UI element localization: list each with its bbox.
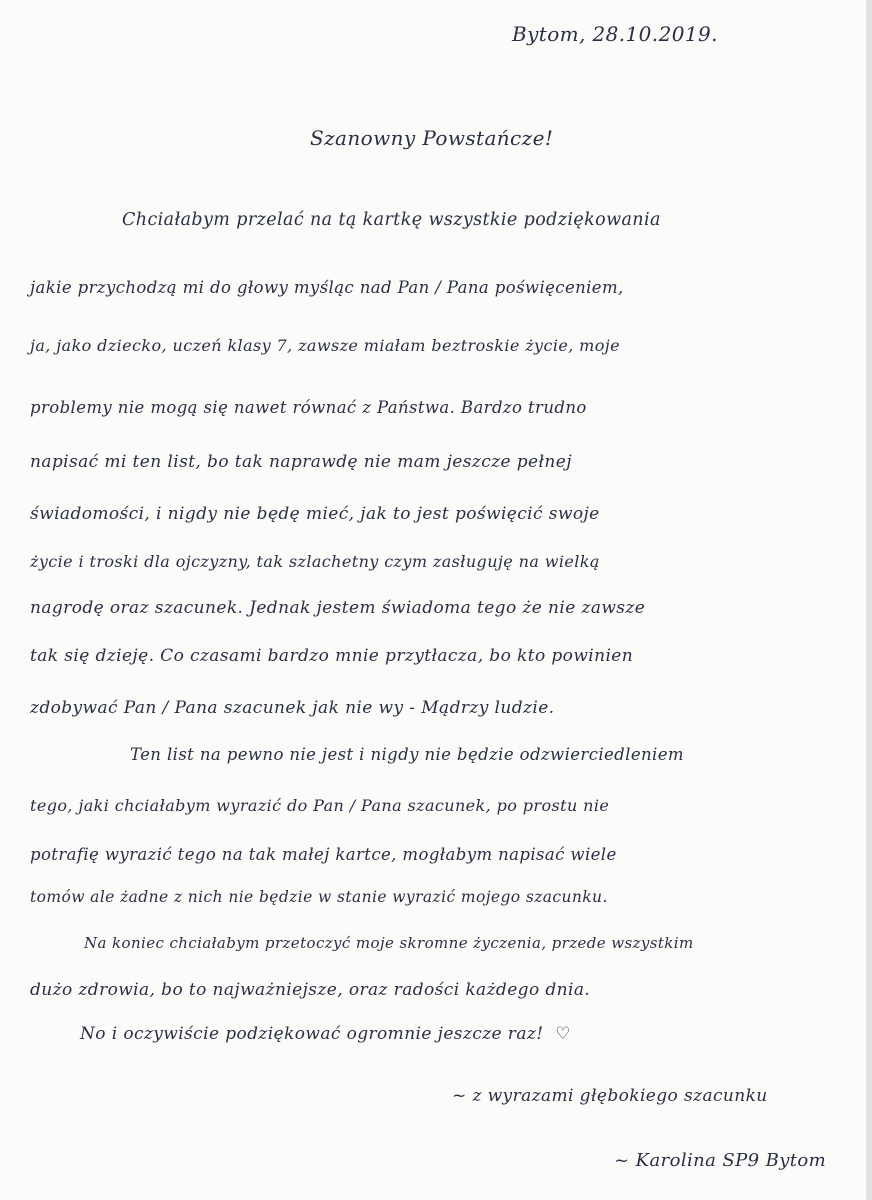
body-line: No i oczywiście podziękować ogromnie jeszcze raz! (80, 1024, 544, 1044)
letter-signature: ~ Karolina SP9 Bytom (614, 1150, 827, 1171)
body-line: napisać mi ten list, bo tak naprawdę nie mam jeszcze pełnej (30, 452, 572, 472)
body-line: Chciałabym przelać na tą kartkę wszystkie podziękowania (122, 210, 661, 230)
body-line: świadomości, i nigdy nie będę mieć, jak to jest poświęcić swoje (30, 504, 600, 524)
body-line: nagrodę oraz szacunek. Jednak jestem świadoma tego że nie zawsze (30, 598, 646, 618)
letter-date: Bytom, 28.10.2019. (512, 22, 718, 46)
body-line: tak się dzieję. Co czasami bardzo mnie przytłacza, bo kto powinien (30, 646, 634, 666)
heart-icon: ♡ (555, 1024, 571, 1044)
letter-greeting: Szanowny Powstańcze! (310, 126, 554, 150)
body-line: życie i troski dla ojczyzny, tak szlachetny czym zasługuję na wielką (30, 552, 600, 571)
body-line-final (80, 1024, 571, 1044)
body-line: jakie przychodzą mi do głowy myśląc nad Pan / Pana poświęceniem, (30, 278, 624, 297)
body-line: ja, jako dziecko, uczeń klasy 7, zawsze miałam beztroskie życie, moje (30, 336, 621, 355)
body-line: Na koniec chciałabym przetoczyć moje skromne życzenia, przede wszystkim (84, 934, 694, 952)
body-line: tego, jaki chciałabym wyrazić do Pan / Pana szacunek, po prostu nie (30, 796, 610, 815)
letter-closing: ~ z wyrazami głębokiego szacunku (452, 1086, 768, 1106)
body-line: zdobywać Pan / Pana szacunek jak nie wy - Mądrzy ludzie. (30, 698, 555, 718)
body-line: potrafię wyrazić tego na tak małej kartce, mogłabym napisać wiele (30, 845, 617, 864)
body-line: problemy nie mogą się nawet równać z Państwa. Bardzo trudno (30, 398, 587, 417)
body-line: tomów ale żadne z nich nie będzie w stanie wyrazić mojego szacunku. (30, 888, 608, 906)
body-line: Ten list na pewno nie jest i nigdy nie będzie odzwierciedleniem (130, 745, 684, 764)
body-line: dużo zdrowia, bo to najważniejsze, oraz radości każdego dnia. (30, 980, 591, 1000)
